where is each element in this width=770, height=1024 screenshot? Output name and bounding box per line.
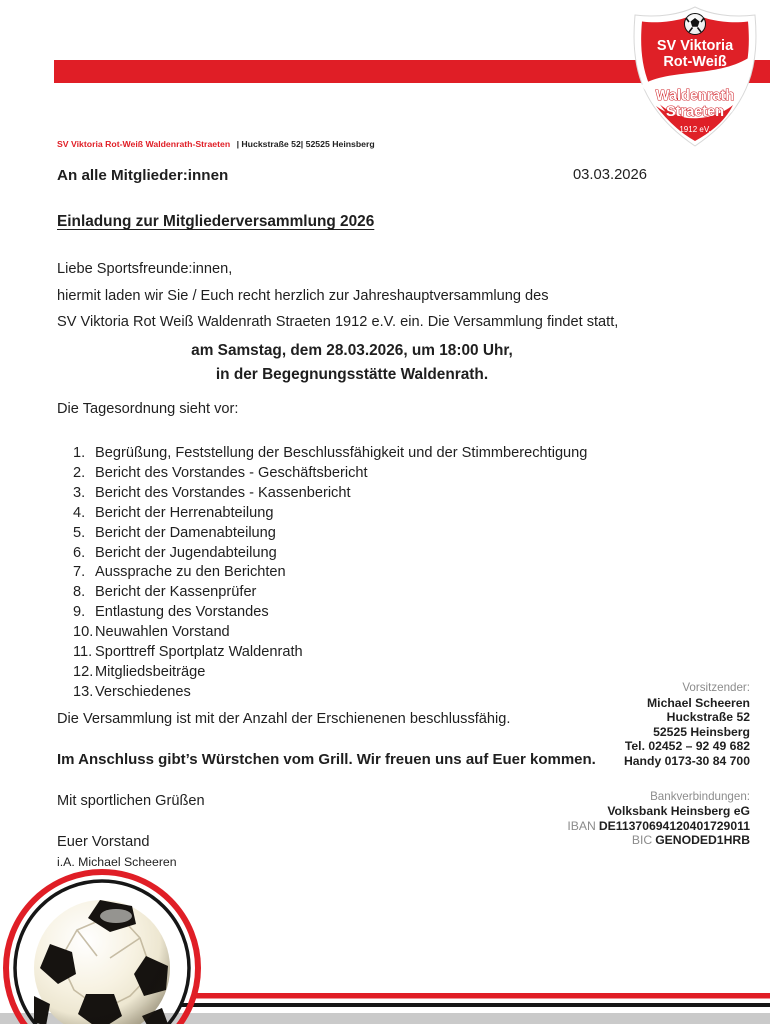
event-location: in der Begegnungsstätte Waldenrath. bbox=[215, 366, 489, 383]
salutation: Liebe Sportsfreunde:innen, bbox=[57, 261, 233, 277]
club-crest-icon bbox=[629, 5, 761, 149]
footer-graphic bbox=[0, 854, 770, 1024]
chairman-label: Vorsitzender: bbox=[682, 681, 750, 694]
subject-heading: Einladung zur Mitgliederversammlung 2026 bbox=[57, 213, 375, 230]
bank-name: Volksbank Heinsberg eG bbox=[607, 804, 750, 819]
agenda-item bbox=[57, 464, 647, 484]
footer-black-rule bbox=[181, 1003, 770, 1007]
chairman-mobile: Handy 0173-30 84 700 bbox=[623, 753, 750, 768]
agenda-item bbox=[57, 583, 647, 603]
agenda-item-number: 9. bbox=[73, 604, 86, 621]
event-details bbox=[57, 339, 647, 387]
chairman-phone: Tel. 02452 – 92 49 682 bbox=[624, 739, 750, 754]
agenda-item-text: Aussprache zu den Berichten bbox=[95, 564, 286, 581]
intro-paragraph bbox=[57, 256, 647, 336]
crest-text-line4: Straeten bbox=[665, 104, 725, 120]
recipient: An alle Mitglieder:innen bbox=[57, 167, 229, 184]
agenda-list bbox=[57, 444, 647, 703]
crest-text-line1: SV Viktoria bbox=[656, 38, 734, 54]
crest-soccer-ball-icon bbox=[685, 14, 706, 35]
agenda-item-number: 4. bbox=[73, 504, 86, 521]
letter-date: 03.03.2026 bbox=[572, 167, 647, 183]
chairman-street: Huckstraße 52 bbox=[666, 710, 750, 725]
iban-row bbox=[500, 819, 750, 834]
bic-row bbox=[500, 833, 750, 848]
sender-line bbox=[57, 139, 375, 149]
iban-value: DE11370694120401729011 bbox=[598, 818, 750, 833]
agenda-item-text: Bericht des Vorstandes - Kassenbericht bbox=[95, 484, 351, 501]
agenda-item-number: 12. bbox=[73, 663, 94, 680]
event-date-time: am Samstag, dem 28.03.2026, um 18:00 Uhr, bbox=[191, 342, 513, 359]
club-banner-text: SV VIKTORIA ROT-WEIß Waldenrath-Straeten 1912 e.V. bbox=[134, 86, 593, 102]
agenda-item-number: 7. bbox=[73, 564, 86, 581]
chairman-name: Michael Scheeren bbox=[647, 695, 750, 710]
soccer-ball-icon bbox=[34, 900, 170, 1024]
quorum-note: Die Versammlung ist mit der Anzahl der Erschienenen beschlussfähig. bbox=[57, 711, 511, 727]
agenda-item-number: 6. bbox=[73, 544, 86, 561]
intro-line-3: SV Viktoria Rot Weiß Waldenrath Straeten 1912 e.V. ein. Die Versammlung findet statt, bbox=[57, 314, 619, 330]
agenda-item bbox=[57, 603, 647, 623]
iban-label: IBAN bbox=[567, 818, 596, 833]
signature-board: Euer Vorstand bbox=[57, 834, 150, 850]
bank-label: Bankverbindungen: bbox=[650, 789, 750, 803]
agenda-item-number: 1. bbox=[73, 445, 86, 461]
grill-highlight: Im Anschluss gibt’s Würstchen vom Grill. Wir freuen uns auf Euer kommen. bbox=[57, 751, 596, 768]
recipient-date-row bbox=[57, 167, 647, 184]
agenda-item-text: Verschiedenes bbox=[95, 683, 191, 700]
club-crest-logo bbox=[629, 5, 761, 149]
agenda-item bbox=[57, 623, 647, 643]
intro-line-2: hiermit laden wir Sie / Euch recht herzlich zur Jahreshauptversammlung des bbox=[57, 287, 549, 304]
agenda-item-text: Bericht der Damenabteilung bbox=[95, 524, 276, 541]
bic-value: GENODED1HRB bbox=[655, 833, 750, 848]
agenda-item-text: Sporttreff Sportplatz Waldenrath bbox=[95, 644, 303, 661]
agenda-item-text: Bericht der Herrenabteilung bbox=[95, 504, 274, 521]
agenda-item bbox=[57, 444, 647, 464]
footer-red-rule bbox=[192, 993, 770, 999]
agenda-item-number: 13. bbox=[73, 683, 94, 700]
agenda-item bbox=[57, 524, 647, 544]
agenda-item-text: Bericht der Jugendabteilung bbox=[95, 544, 277, 561]
agenda-item-text: Begrüßung, Feststellung der Beschlussfähigkeit und der Stimmberechtigung bbox=[95, 445, 588, 461]
agenda-item bbox=[57, 544, 647, 564]
agenda-item-number: 11. bbox=[73, 644, 93, 661]
agenda-item bbox=[57, 504, 647, 524]
crest-text-line2: Rot-Weiß bbox=[663, 54, 727, 70]
agenda-item-text: Mitgliedsbeiträge bbox=[95, 663, 206, 680]
agenda-intro: Die Tagesordnung sieht vor: bbox=[57, 401, 239, 417]
agenda-item-number: 8. bbox=[73, 584, 86, 601]
agenda-item bbox=[57, 484, 647, 504]
agenda-item-number: 10. bbox=[73, 624, 94, 641]
crest-year: 1912 eV. bbox=[679, 125, 711, 134]
agenda-item-number: 2. bbox=[73, 464, 86, 481]
agenda-item-text: Neuwahlen Vorstand bbox=[95, 624, 230, 641]
agenda-item-text: Entlastung des Vorstandes bbox=[95, 604, 269, 621]
agenda-item bbox=[57, 563, 647, 583]
agenda-item bbox=[57, 663, 647, 683]
agenda-item-number: 3. bbox=[73, 484, 86, 501]
contact-sidebar bbox=[500, 681, 750, 848]
bic-label: BIC bbox=[631, 833, 653, 848]
agenda-item-text: Bericht der Kassenprüfer bbox=[95, 584, 257, 601]
sender-address: | Huckstraße 52| 52525 Heinsberg bbox=[236, 139, 375, 149]
chairman-city: 52525 Heinsberg bbox=[653, 724, 750, 739]
signature-name: i.A. Michael Scheeren bbox=[57, 855, 177, 869]
agenda-item-text: Bericht des Vorstandes - Geschäftsbericht bbox=[95, 464, 368, 481]
sender-club-name: SV Viktoria Rot-Weiß Waldenrath-Straeten bbox=[57, 139, 231, 149]
agenda-item bbox=[57, 643, 647, 663]
crest-text-line3: Waldenrath bbox=[655, 88, 735, 104]
regards: Mit sportlichen Grüßen bbox=[57, 793, 205, 809]
agenda-item-number: 5. bbox=[73, 524, 86, 541]
